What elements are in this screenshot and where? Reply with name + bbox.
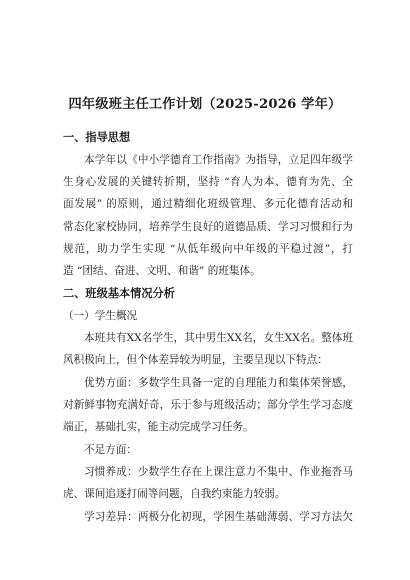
section-heading-guiding-ideology: 一、指导思想 (63, 130, 131, 144)
paragraph-line: 虎、课间追逐打闹等问题，自我约束能力较弱。 (63, 488, 286, 500)
paragraph-line: 造 “团结、奋进、文明、和谐” 的班集体。 (63, 265, 261, 277)
paragraph-line: 习惯养成：少数学生存在上课注意力不集中、作业拖沓马 (84, 466, 353, 478)
paragraph-line: 风积极向上，但个体差异较为明显，主要呈现以下特点： (63, 354, 328, 366)
paragraph-line: 优势方面：多数学生具备一定的自理能力和集体荣誉感， (84, 377, 353, 389)
subsection-heading-student-overview: （一）学生概况 (63, 310, 138, 322)
paragraph-line: 端正，基础扎实，能主动完成学习任务。 (63, 421, 254, 433)
paragraph-line: 不足方面： (84, 444, 137, 456)
paragraph-line: 对新鲜事物充满好奇，乐于参与班级活动；部分学生学习态度 (63, 399, 353, 411)
paragraph-line: 面发展” 的原则，通过精细化班级管理、多元化德育活动和 (63, 198, 353, 210)
paragraph-line: 学习差异：两极分化初现，学困生基础薄弱、学习方法欠 (84, 511, 353, 523)
paragraph-line: 生身心发展的关键转折期，坚持 “育人为本、德育为先、全 (63, 176, 353, 188)
paragraph-line: 本班共有XX名学生，其中男生XX名，女生XX名。整体班 (84, 332, 353, 344)
document-title: 四年级班主任工作计划（2025-2026 学年） (68, 97, 342, 112)
section-heading-class-analysis: 二、班级基本情况分析 (63, 286, 175, 300)
paragraph-line: 常态化家校协同，培养学生良好的道德品质、学习习惯和行为 (63, 221, 353, 233)
paragraph-line: 本学年以《中小学德育工作指南》为指导，立足四年级学 (84, 154, 353, 166)
paragraph-line: 规范，助力学生实现 “从低年级向中年级的平稳过渡”，打 (63, 243, 353, 255)
